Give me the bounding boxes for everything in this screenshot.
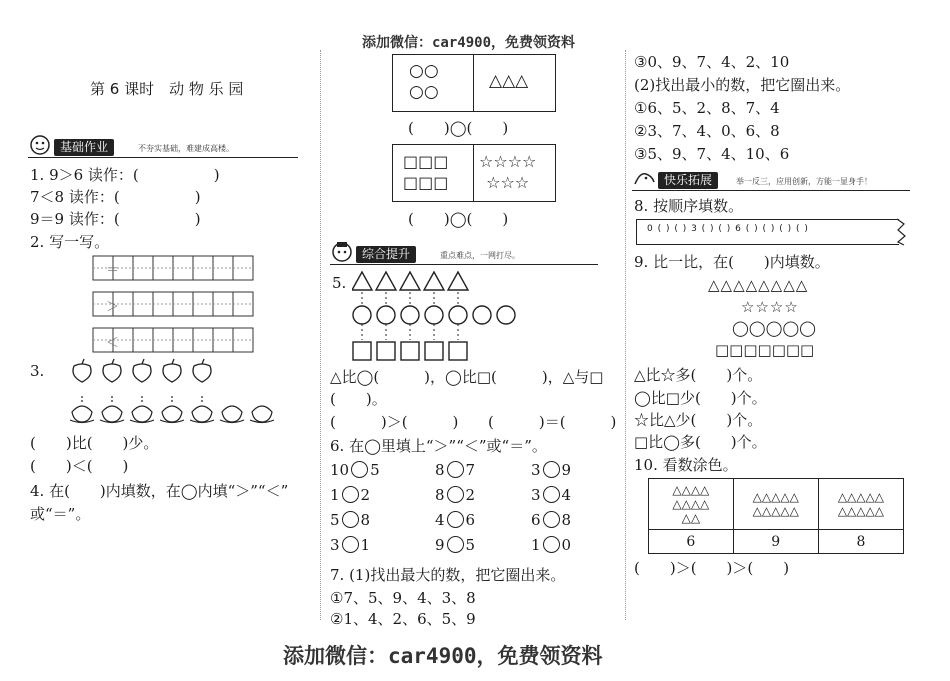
apple-icon xyxy=(103,359,121,382)
square-shape xyxy=(401,342,419,360)
q10-cell-2: △△△△△ △△△△△ xyxy=(733,479,818,530)
grid-symbol-lt: ＜ xyxy=(106,336,120,351)
writing-grids xyxy=(92,255,254,355)
section-comprehensive-subtitle: 重点难点，一网打尽。 xyxy=(440,251,520,260)
q5-line3b: ( )＝( ) xyxy=(488,413,617,431)
peaches-row xyxy=(68,394,280,426)
box1-compare-blanks: ( )◯( ) xyxy=(408,119,509,137)
q6-left-number: 10 xyxy=(330,461,350,479)
q6-left-number: 1 xyxy=(330,486,340,504)
q6-compare-circle[interactable] xyxy=(351,461,368,478)
q10-num-1: 6 xyxy=(649,530,734,554)
circle-shape xyxy=(473,306,491,324)
square-shape xyxy=(449,342,467,360)
q9-line4: □比◯多( )个。 xyxy=(634,433,767,451)
square-shape xyxy=(377,342,395,360)
q9-squares: □□□□□□□ xyxy=(715,341,815,359)
circle-group: ○○ ○○ xyxy=(409,61,439,102)
q6-item xyxy=(435,486,475,504)
q6-item xyxy=(330,486,370,504)
q10-answer: ( )＞( )＞( ) xyxy=(634,559,790,577)
q6-right-number: 2 xyxy=(465,486,476,504)
q6-left-number: 3 xyxy=(531,486,541,504)
square-shape xyxy=(425,342,443,360)
q6-right-number: 8 xyxy=(360,511,371,529)
q9-line3: ☆比△少( )个。 xyxy=(634,411,763,429)
column-divider-2 xyxy=(625,50,626,620)
q6-left-number: 3 xyxy=(531,461,541,479)
q6-compare-circle[interactable] xyxy=(543,511,560,528)
q6-item xyxy=(330,511,370,529)
section-extension-title: 快乐拓展 xyxy=(658,172,718,189)
section-basic-subtitle: 不夯实基础，难建成高楼。 xyxy=(138,144,234,153)
section-comprehensive xyxy=(330,244,598,265)
q7-3: ③0、9、7、4、2、10 xyxy=(634,53,790,71)
q6-right-number: 1 xyxy=(360,536,371,554)
q6-compare-circle[interactable] xyxy=(543,536,560,553)
q8-title: 8. 按顺序填数。 xyxy=(634,197,744,215)
q1-line3: 9＝9 读作：( ) xyxy=(30,210,201,228)
q6-left-number: 6 xyxy=(531,511,541,529)
q7-1: ①7、5、9、4、3、8 xyxy=(330,589,476,607)
q6-item xyxy=(531,486,571,504)
q9-line2: ◯比□少( )个。 xyxy=(634,389,767,407)
section-extension xyxy=(632,170,910,191)
q6-left-number: 1 xyxy=(531,536,541,554)
square-shape xyxy=(353,342,371,360)
q6-compare-circle[interactable] xyxy=(447,511,464,528)
watermark-top: 添加微信：car4900，免费领资料 xyxy=(362,35,576,51)
q5-shapes xyxy=(352,270,522,364)
q4-line1: 4. 在( )内填数，在◯内填“＞”“＜” xyxy=(30,482,289,500)
q10-num-3: 8 xyxy=(818,530,903,554)
circle-shape xyxy=(497,306,515,324)
square-group: □□□ □□□ xyxy=(403,152,449,192)
apples-row xyxy=(68,358,218,386)
q1-line2: 7＜8 读作：( ) xyxy=(30,188,201,206)
triangle-shape xyxy=(424,272,444,290)
cartoon-icon xyxy=(632,166,656,190)
grid-symbol-gt: ＞ xyxy=(106,300,120,315)
triangle-shape xyxy=(400,272,420,290)
q10-num-2: 9 xyxy=(733,530,818,554)
section-comprehensive-title: 综合提升 xyxy=(356,246,416,263)
q3-label: 3. xyxy=(30,362,45,380)
q5-line2: ( )。 xyxy=(330,390,387,408)
q6-right-number: 8 xyxy=(561,511,572,529)
q7-b1: ①6、5、2、8、7、4 xyxy=(634,99,780,117)
q6-left-number: 9 xyxy=(435,536,445,554)
section-extension-subtitle: 举一反三，应用创新，方能一显身手！ xyxy=(736,177,872,186)
q5-line1: △比◯( )，◯比□( )，△与□ xyxy=(330,368,604,386)
q6-compare-circle[interactable] xyxy=(447,461,464,478)
apple-icon xyxy=(163,359,181,382)
number-sequence: 0 ( ) ( ) 3 ( ) ( ) 6 ( ) ( ) ( ) ( ) xyxy=(647,224,809,234)
q6-left-number: 3 xyxy=(330,536,340,554)
q6-item xyxy=(435,511,475,529)
q7-part2: (2)找出最小的数，把它圈出来。 xyxy=(634,76,851,94)
q9-title: 9. 比一比，在( )内填数。 xyxy=(634,253,830,271)
number-strip xyxy=(636,219,899,245)
section-basic xyxy=(28,137,298,158)
q10-title: 10. 看数涂色。 xyxy=(634,456,738,474)
apple-icon xyxy=(133,359,151,382)
torn-edge-icon xyxy=(896,218,910,246)
q5-label: 5. xyxy=(332,274,347,292)
q6-right-number: 5 xyxy=(370,461,380,479)
q6-compare-circle[interactable] xyxy=(342,536,359,553)
q1-line1: 1. 9＞6 读作：( ) xyxy=(30,166,220,184)
q6-compare-circle[interactable] xyxy=(543,461,560,478)
q3-line1: ( )比( )少。 xyxy=(30,434,159,452)
peach-icon xyxy=(130,396,154,423)
q4-line2: 或“＝”。 xyxy=(30,505,91,523)
q6-item xyxy=(531,461,571,479)
grid-symbol-eq: ＝ xyxy=(106,263,120,278)
q9-circles: ◯◯◯◯◯ xyxy=(732,319,816,337)
q6-right-number: 6 xyxy=(465,511,476,529)
triangle-group: △△△ xyxy=(489,71,529,91)
q2-title: 2. 写一写。 xyxy=(30,233,110,251)
watermark-bottom: 添加微信：car4900，免费领资料 xyxy=(283,644,603,668)
circle-shape xyxy=(401,306,419,324)
q7-title: 7. (1)找出最大的数，把它圈出来。 xyxy=(330,566,566,584)
peach-icon xyxy=(160,396,184,423)
q10-table xyxy=(648,478,904,554)
circle-shape xyxy=(425,306,443,324)
q6-left-number: 8 xyxy=(435,486,445,504)
q7-b3: ③5、9、7、4、10、6 xyxy=(634,145,790,163)
circle-shape xyxy=(353,306,371,324)
peach-icon xyxy=(190,396,214,423)
cartoon-icon xyxy=(28,133,52,157)
triangle-shape xyxy=(448,272,468,290)
q6-right-number: 0 xyxy=(561,536,572,554)
q6-compare-circle[interactable] xyxy=(342,511,359,528)
section-basic-title: 基础作业 xyxy=(54,139,114,156)
q3-line2: ( )＜( ) xyxy=(30,457,129,475)
q6-compare-circle[interactable] xyxy=(342,486,359,503)
q6-item xyxy=(330,461,380,479)
q6-right-number: 7 xyxy=(465,461,476,479)
peach-icon xyxy=(70,396,94,423)
star-group: ☆☆☆☆ ☆☆☆ xyxy=(479,152,537,192)
q6-left-number: 8 xyxy=(435,461,445,479)
box2-compare-blanks: ( )◯( ) xyxy=(408,210,509,228)
q6-title: 6. 在◯里填上“＞”“＜”或“＝”。 xyxy=(330,437,547,455)
q7-b2: ②3、7、4、0、6、8 xyxy=(634,122,780,140)
compare-box-1 xyxy=(392,54,556,112)
cartoon-icon xyxy=(330,240,354,264)
q6-item xyxy=(531,536,571,554)
triangle-shape xyxy=(376,272,396,290)
q6-item xyxy=(435,461,475,479)
q6-left-number: 5 xyxy=(330,511,340,529)
q6-right-number: 9 xyxy=(561,461,572,479)
q6-right-number: 2 xyxy=(360,486,371,504)
q10-cell-1: △△△△ △△△△ △△ xyxy=(649,479,734,530)
apple-icon xyxy=(73,359,91,382)
circle-shape xyxy=(449,306,467,324)
column-divider-1 xyxy=(320,50,321,620)
compare-box-2 xyxy=(392,144,556,202)
peach-icon xyxy=(250,406,274,423)
q6-right-number: 4 xyxy=(561,486,572,504)
apple-icon xyxy=(193,359,211,382)
q9-line1: △比☆多( )个。 xyxy=(634,366,763,384)
circle-shape xyxy=(377,306,395,324)
q5-line3a: ( )＞( ) xyxy=(330,413,459,431)
peach-icon xyxy=(100,396,124,423)
q6-compare-circle[interactable] xyxy=(543,486,560,503)
q6-right-number: 5 xyxy=(465,536,476,554)
q6-item xyxy=(531,511,571,529)
q6-compare-circle[interactable] xyxy=(447,536,464,553)
q9-triangles: △△△△△△△△ xyxy=(708,276,809,294)
q6-item xyxy=(330,536,370,554)
q9-stars: ☆☆☆☆ xyxy=(741,298,799,316)
peach-icon xyxy=(220,406,244,423)
q6-item xyxy=(435,536,475,554)
triangle-shape xyxy=(352,272,372,290)
q10-cell-3: △△△△△ △△△△△ xyxy=(818,479,903,530)
q7-2: ②1、4、2、6、5、9 xyxy=(330,610,476,628)
lesson-title: 第 6 课时 动 物 乐 园 xyxy=(90,80,244,98)
q6-compare-circle[interactable] xyxy=(447,486,464,503)
q6-left-number: 4 xyxy=(435,511,445,529)
